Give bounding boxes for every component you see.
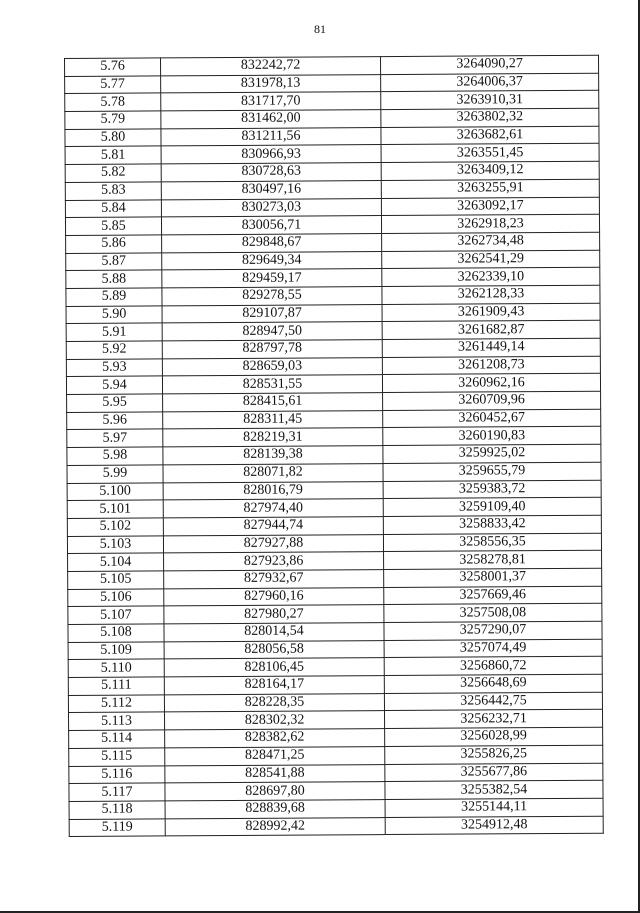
y-coordinate-cell: 3255382,54 [385, 780, 603, 799]
x-coordinate-cell: 829848,67 [162, 233, 382, 252]
point-number-cell: 5.88 [66, 270, 162, 288]
x-coordinate-cell: 828164,17 [164, 676, 384, 695]
x-coordinate-cell: 828797,78 [162, 340, 382, 359]
y-coordinate-cell: 3262918,23 [381, 214, 599, 233]
x-coordinate-cell: 829107,87 [162, 304, 382, 323]
y-coordinate-cell: 3260962,16 [382, 374, 600, 393]
point-number-cell: 5.97 [67, 429, 163, 447]
y-coordinate-cell: 3261909,43 [382, 303, 600, 322]
point-number-cell: 5.113 [69, 712, 165, 730]
y-coordinate-cell: 3263092,17 [381, 197, 599, 216]
y-coordinate-cell: 3255144,11 [385, 798, 603, 817]
y-coordinate-cell: 3256028,99 [385, 727, 603, 746]
point-number-cell: 5.119 [69, 818, 165, 836]
point-number-cell: 5.93 [66, 359, 162, 377]
point-number-cell: 5.107 [68, 606, 164, 624]
coordinates-table [64, 55, 604, 838]
y-coordinate-cell: 3262339,10 [382, 267, 600, 286]
x-coordinate-cell: 828056,58 [164, 640, 384, 659]
x-coordinate-cell: 831462,00 [161, 110, 381, 129]
x-coordinate-cell: 828311,45 [163, 410, 383, 429]
y-coordinate-cell: 3260452,67 [383, 409, 601, 428]
x-coordinate-cell: 828531,55 [162, 375, 382, 394]
point-number-cell: 5.111 [68, 677, 164, 695]
point-number-cell: 5.117 [69, 783, 165, 801]
x-coordinate-cell: 828541,88 [165, 764, 385, 783]
x-coordinate-cell: 828302,32 [164, 711, 384, 730]
point-number-cell: 5.99 [67, 465, 163, 483]
point-number-cell: 5.114 [69, 730, 165, 748]
point-number-cell: 5.100 [67, 482, 163, 500]
y-coordinate-cell: 3254912,48 [385, 816, 603, 835]
y-coordinate-cell: 3264090,27 [380, 55, 598, 74]
x-coordinate-cell: 828839,68 [165, 799, 385, 818]
point-number-cell: 5.105 [68, 571, 164, 589]
x-coordinate-cell: 829649,34 [162, 251, 382, 270]
x-coordinate-cell: 828415,61 [163, 393, 383, 412]
point-number-cell: 5.98 [67, 447, 163, 465]
y-coordinate-cell: 3259383,72 [383, 480, 601, 499]
point-number-cell: 5.83 [65, 182, 161, 200]
y-coordinate-cell: 3260709,96 [383, 391, 601, 410]
y-coordinate-cell: 3259925,02 [383, 444, 601, 463]
y-coordinate-cell: 3257669,46 [384, 586, 602, 605]
point-number-cell: 5.104 [68, 553, 164, 571]
x-coordinate-cell: 828106,45 [164, 658, 384, 677]
y-coordinate-cell: 3258278,81 [384, 550, 602, 569]
y-coordinate-cell: 3260190,83 [383, 427, 601, 446]
x-coordinate-cell: 828471,25 [165, 746, 385, 765]
x-coordinate-cell: 828139,38 [163, 446, 383, 465]
point-number-cell: 5.81 [65, 146, 161, 164]
point-number-cell: 5.86 [66, 235, 162, 253]
y-coordinate-cell: 3258833,42 [383, 515, 601, 534]
point-number-cell: 5.115 [69, 748, 165, 766]
x-coordinate-cell: 829278,55 [162, 286, 382, 305]
y-coordinate-cell: 3263910,31 [381, 91, 599, 110]
y-coordinate-cell: 3261208,73 [382, 356, 600, 375]
x-coordinate-cell: 827944,74 [163, 516, 383, 535]
point-number-cell: 5.92 [66, 341, 162, 359]
point-number-cell: 5.94 [66, 376, 162, 394]
point-number-cell: 5.96 [67, 412, 163, 430]
y-coordinate-cell: 3256648,69 [384, 674, 602, 693]
point-number-cell: 5.112 [68, 695, 164, 713]
x-coordinate-cell: 828219,31 [163, 428, 383, 447]
point-number-cell: 5.118 [69, 801, 165, 819]
y-coordinate-cell: 3263551,45 [381, 144, 599, 163]
x-coordinate-cell: 827923,86 [164, 552, 384, 571]
point-number-cell: 5.95 [67, 394, 163, 412]
x-coordinate-cell: 828014,54 [164, 623, 384, 642]
y-coordinate-cell: 3263255,91 [381, 179, 599, 198]
point-number-cell: 5.90 [66, 306, 162, 324]
y-coordinate-cell: 3258001,37 [384, 568, 602, 587]
x-coordinate-cell: 831211,56 [161, 127, 381, 146]
point-number-cell: 5.101 [67, 500, 163, 518]
x-coordinate-cell: 828016,79 [163, 481, 383, 500]
page-number: 81 [314, 22, 326, 36]
point-number-cell: 5.80 [65, 129, 161, 147]
coordinates-table-body [65, 55, 604, 836]
point-number-cell: 5.109 [68, 642, 164, 660]
x-coordinate-cell: 830497,16 [161, 180, 381, 199]
x-coordinate-cell: 828659,03 [162, 357, 382, 376]
x-coordinate-cell: 830728,63 [161, 163, 381, 182]
y-coordinate-cell: 3262734,48 [382, 232, 600, 251]
point-number-cell: 5.77 [65, 76, 161, 94]
x-coordinate-cell: 832242,72 [161, 57, 381, 76]
point-number-cell: 5.79 [65, 111, 161, 129]
point-number-cell: 5.110 [68, 659, 164, 677]
x-coordinate-cell: 827980,27 [164, 605, 384, 624]
y-coordinate-cell: 3259655,79 [383, 462, 601, 481]
point-number-cell: 5.91 [66, 323, 162, 341]
point-number-cell: 5.76 [65, 58, 161, 76]
y-coordinate-cell: 3259109,40 [383, 497, 601, 516]
point-number-cell: 5.116 [69, 765, 165, 783]
y-coordinate-cell: 3256442,75 [384, 692, 602, 711]
y-coordinate-cell: 3263409,12 [381, 161, 599, 180]
y-coordinate-cell: 3263802,32 [381, 108, 599, 127]
y-coordinate-cell: 3255826,25 [385, 745, 603, 764]
point-number-cell: 5.85 [65, 217, 161, 235]
x-coordinate-cell: 828228,35 [164, 693, 384, 712]
point-number-cell: 5.106 [68, 589, 164, 607]
x-coordinate-cell: 830056,71 [161, 216, 381, 235]
y-coordinate-cell: 3258556,35 [383, 533, 601, 552]
y-coordinate-cell: 3261682,87 [382, 321, 600, 340]
x-coordinate-cell: 828071,82 [163, 463, 383, 482]
x-coordinate-cell: 827927,88 [163, 534, 383, 553]
y-coordinate-cell: 3257508,08 [384, 604, 602, 623]
x-coordinate-cell: 828992,42 [165, 817, 385, 836]
y-coordinate-cell: 3257074,49 [384, 639, 602, 658]
y-coordinate-cell: 3256232,71 [384, 710, 602, 729]
point-number-cell: 5.87 [66, 252, 162, 270]
y-coordinate-cell: 3255677,86 [385, 763, 603, 782]
x-coordinate-cell: 827932,67 [164, 569, 384, 588]
x-coordinate-cell: 828697,80 [165, 782, 385, 801]
point-number-cell: 5.102 [67, 518, 163, 536]
x-coordinate-cell: 831717,70 [161, 92, 381, 111]
point-number-cell: 5.84 [65, 199, 161, 217]
y-coordinate-cell: 3261449,14 [382, 338, 600, 357]
point-number-cell: 5.108 [68, 624, 164, 642]
x-coordinate-cell: 830273,03 [161, 198, 381, 217]
y-coordinate-cell: 3256860,72 [384, 657, 602, 676]
y-coordinate-cell: 3263682,61 [381, 126, 599, 145]
x-coordinate-cell: 830966,93 [161, 145, 381, 164]
x-coordinate-cell: 827974,40 [163, 499, 383, 518]
y-coordinate-cell: 3264006,37 [381, 73, 599, 92]
point-number-cell: 5.89 [66, 288, 162, 306]
x-coordinate-cell: 827960,16 [164, 587, 384, 606]
x-coordinate-cell: 828947,50 [162, 322, 382, 341]
y-coordinate-cell: 3262541,29 [382, 250, 600, 269]
y-coordinate-cell: 3262128,33 [382, 285, 600, 304]
point-number-cell: 5.82 [65, 164, 161, 182]
x-coordinate-cell: 828382,62 [165, 729, 385, 748]
point-number-cell: 5.103 [67, 535, 163, 553]
x-coordinate-cell: 829459,17 [162, 269, 382, 288]
table-row [69, 816, 603, 837]
y-coordinate-cell: 3257290,07 [384, 621, 602, 640]
x-coordinate-cell: 831978,13 [161, 74, 381, 93]
point-number-cell: 5.78 [65, 93, 161, 111]
